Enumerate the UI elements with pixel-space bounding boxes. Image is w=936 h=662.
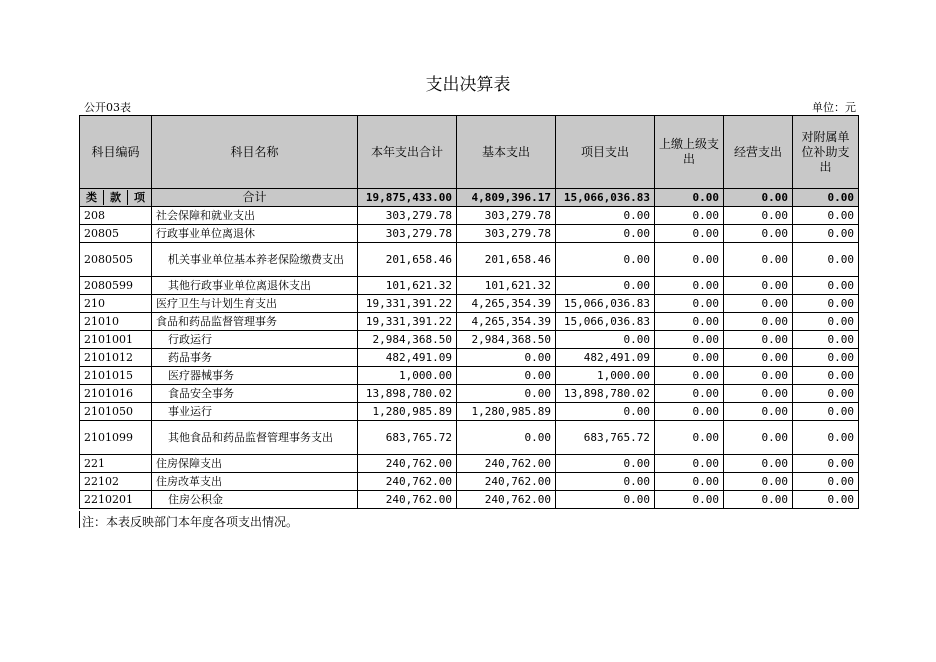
table-row: [80, 367, 859, 385]
row-value: 0.00: [655, 385, 724, 403]
row-name: 住房公积金: [152, 491, 358, 509]
row-code: 2101016: [80, 385, 152, 403]
col-header-project: 项目支出: [556, 116, 655, 189]
row-value: 0.00: [556, 225, 655, 243]
row-value: 15,066,036.83: [556, 313, 655, 331]
row-value: 2,984,368.50: [358, 331, 457, 349]
table-row: [80, 295, 859, 313]
row-value: 0.00: [655, 277, 724, 295]
row-value: 0.00: [457, 421, 556, 455]
table-row: [80, 225, 859, 243]
code-split-xiang: 项: [134, 191, 145, 204]
footnote: 注：本表反映部门本年度各项支出情况。: [82, 515, 299, 529]
row-value: 0.00: [793, 349, 859, 367]
row-value: 13,898,780.02: [556, 385, 655, 403]
row-value: 19,331,391.22: [358, 295, 457, 313]
row-value: 683,765.72: [556, 421, 655, 455]
row-value: 0.00: [724, 295, 793, 313]
row-value: 0.00: [724, 491, 793, 509]
row-value: 0.00: [655, 455, 724, 473]
row-name: 其他食品和药品监督管理事务支出: [152, 421, 358, 455]
row-value: 4,265,354.39: [457, 313, 556, 331]
row-code: 2101012: [80, 349, 152, 367]
row-value: 15,066,036.83: [556, 295, 655, 313]
row-value: 0.00: [724, 367, 793, 385]
row-value: 1,280,985.89: [457, 403, 556, 421]
row-value: 0.00: [556, 207, 655, 225]
row-value: 0.00: [556, 473, 655, 491]
row-value: 240,762.00: [358, 455, 457, 473]
row-name: 医疗卫生与计划生育支出: [152, 295, 358, 313]
row-value: 0.00: [724, 421, 793, 455]
row-code: 20805: [80, 225, 152, 243]
row-code: 2101001: [80, 331, 152, 349]
row-value: 0.00: [724, 473, 793, 491]
row-value: 0.00: [793, 331, 859, 349]
row-value: 0.00: [724, 243, 793, 277]
row-name: 其他行政事业单位离退休支出: [152, 277, 358, 295]
table-row: [80, 277, 859, 295]
row-code: 2080505: [80, 243, 152, 277]
row-value: 13,898,780.02: [358, 385, 457, 403]
row-value: 19,331,391.22: [358, 313, 457, 331]
row-value: 0.00: [457, 367, 556, 385]
row-value: 0.00: [793, 225, 859, 243]
row-value: 0.00: [655, 295, 724, 313]
row-value: 0.00: [793, 367, 859, 385]
row-value: 0.00: [655, 243, 724, 277]
row-value: 240,762.00: [358, 473, 457, 491]
col-header-basic: 基本支出: [457, 116, 556, 189]
code-split-kuan: 款: [104, 190, 128, 205]
row-value: 0.00: [793, 277, 859, 295]
page-title: 支出决算表: [425, 75, 511, 95]
row-value: 683,765.72: [358, 421, 457, 455]
row-name: 行政事业单位离退休: [152, 225, 358, 243]
row-value: 0.00: [793, 385, 859, 403]
row-value: 0.00: [655, 421, 724, 455]
row-value: 0.00: [655, 473, 724, 491]
row-value: 0.00: [724, 331, 793, 349]
table-row: [80, 313, 859, 331]
row-value: 0.00: [793, 207, 859, 225]
row-value: 0.00: [793, 243, 859, 277]
col-header-subsidy: 对附属单位补助支出: [793, 116, 859, 189]
row-value: 240,762.00: [457, 491, 556, 509]
row-code: 221: [80, 455, 152, 473]
row-value: 240,762.00: [457, 455, 556, 473]
row-value: 0.00: [556, 491, 655, 509]
row-code: 21010: [80, 313, 152, 331]
row-value: 303,279.78: [358, 225, 457, 243]
table-row: [80, 491, 859, 509]
expenditure-table: [79, 115, 859, 509]
row-value: 0.00: [793, 295, 859, 313]
row-value: 0.00: [556, 243, 655, 277]
row-value: 0.00: [556, 455, 655, 473]
row-value: 0.00: [655, 403, 724, 421]
row-value: 0.00: [793, 473, 859, 491]
row-value: 0.00: [793, 313, 859, 331]
row-name: 食品和药品监督管理事务: [152, 313, 358, 331]
col-header-code: 科目编码: [80, 116, 152, 189]
total-value: 0.00: [793, 189, 859, 207]
row-code: 2101099: [80, 421, 152, 455]
col-header-total: 本年支出合计: [358, 116, 457, 189]
row-value: 0.00: [793, 455, 859, 473]
row-value: 0.00: [655, 313, 724, 331]
row-value: 0.00: [724, 385, 793, 403]
total-value: 15,066,036.83: [556, 189, 655, 207]
row-value: 0.00: [724, 455, 793, 473]
row-code: 208: [80, 207, 152, 225]
row-value: 1,280,985.89: [358, 403, 457, 421]
row-value: 0.00: [655, 331, 724, 349]
total-value: 4,809,396.17: [457, 189, 556, 207]
table-row: [80, 421, 859, 455]
row-value: 101,621.32: [358, 277, 457, 295]
row-value: 1,000.00: [358, 367, 457, 385]
row-value: 0.00: [655, 225, 724, 243]
table-row: [80, 473, 859, 491]
row-value: 0.00: [556, 331, 655, 349]
table-row: [80, 243, 859, 277]
row-value: 0.00: [724, 207, 793, 225]
row-code: 2210201: [80, 491, 152, 509]
row-value: 0.00: [793, 491, 859, 509]
row-value: 240,762.00: [358, 491, 457, 509]
row-value: 201,658.46: [358, 243, 457, 277]
total-row: [80, 189, 859, 207]
row-value: 0.00: [724, 403, 793, 421]
total-value: 0.00: [655, 189, 724, 207]
row-value: 0.00: [655, 367, 724, 385]
table-row: [80, 455, 859, 473]
row-value: 0.00: [655, 207, 724, 225]
row-name: 事业运行: [152, 403, 358, 421]
row-value: 303,279.78: [457, 207, 556, 225]
row-name: 行政运行: [152, 331, 358, 349]
row-code: 22102: [80, 473, 152, 491]
row-value: 0.00: [556, 403, 655, 421]
row-value: 0.00: [724, 313, 793, 331]
code-split-lei: 类: [80, 190, 104, 205]
unit-label: 单位：元: [812, 101, 856, 114]
code-split: [80, 189, 152, 207]
row-name: 社会保障和就业支出: [152, 207, 358, 225]
row-value: 0.00: [724, 349, 793, 367]
table-row: [80, 207, 859, 225]
row-name: 住房保障支出: [152, 455, 358, 473]
total-value: 19,875,433.00: [358, 189, 457, 207]
row-name: 医疗器械事务: [152, 367, 358, 385]
note-border: [79, 511, 80, 528]
header-row: [80, 116, 859, 189]
row-value: 0.00: [793, 403, 859, 421]
row-value: 240,762.00: [457, 473, 556, 491]
row-value: 4,265,354.39: [457, 295, 556, 313]
table-row: [80, 403, 859, 421]
row-value: 303,279.78: [457, 225, 556, 243]
row-value: 0.00: [793, 421, 859, 455]
row-value: 0.00: [556, 277, 655, 295]
col-header-name: 科目名称: [152, 116, 358, 189]
row-value: 303,279.78: [358, 207, 457, 225]
row-value: 0.00: [457, 349, 556, 367]
row-value: 1,000.00: [556, 367, 655, 385]
row-name: 药品事务: [152, 349, 358, 367]
row-value: 201,658.46: [457, 243, 556, 277]
table-row: [80, 331, 859, 349]
row-value: 2,984,368.50: [457, 331, 556, 349]
total-label: 合计: [152, 189, 358, 207]
col-header-operating: 经营支出: [724, 116, 793, 189]
total-value: 0.00: [724, 189, 793, 207]
row-code: 2101050: [80, 403, 152, 421]
row-value: 0.00: [457, 385, 556, 403]
row-value: 0.00: [724, 277, 793, 295]
row-value: 482,491.09: [556, 349, 655, 367]
row-name: 食品安全事务: [152, 385, 358, 403]
row-value: 101,621.32: [457, 277, 556, 295]
row-value: 482,491.09: [358, 349, 457, 367]
row-name: 住房改革支出: [152, 473, 358, 491]
row-name: 机关事业单位基本养老保险缴费支出: [152, 243, 358, 277]
col-header-remit: 上缴上级支出: [655, 116, 724, 189]
row-value: 0.00: [655, 349, 724, 367]
row-value: 0.00: [655, 491, 724, 509]
table-row: [80, 349, 859, 367]
row-value: 0.00: [724, 225, 793, 243]
row-code: 2080599: [80, 277, 152, 295]
form-number: 公开03表: [84, 101, 131, 114]
row-code: 2101015: [80, 367, 152, 385]
row-code: 210: [80, 295, 152, 313]
table-row: [80, 385, 859, 403]
